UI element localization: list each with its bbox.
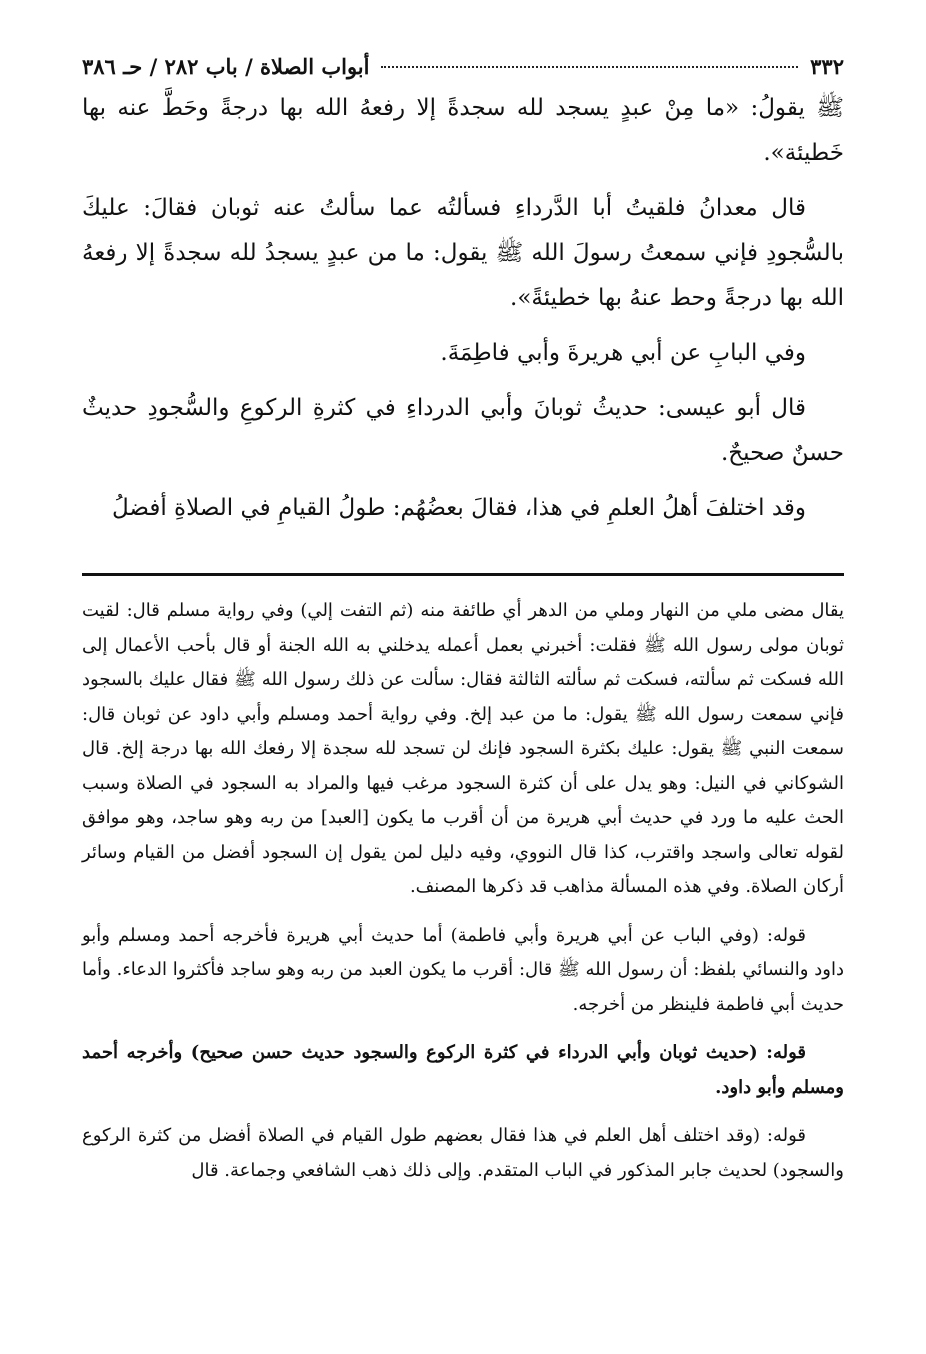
- running-header: [82, 52, 844, 86]
- commentary: [82, 594, 844, 1188]
- header-dotted-leader: [381, 66, 798, 68]
- commentary-paragraph: قوله: (وقد اختلف أهل العلم في هذا فقال بعضهم طول القيام في الصلاة أفضل من كثرة الركوع والسجود) لحديث جابر المذكور في الباب المتقدم. وإلى ذلك ذهب الشافعي وجماعة. قال: [82, 1125, 844, 1181]
- commentary-paragraph: قوله: (حديث ثوبان وأبي الدرداء في كثرة الركوع والسجود حديث حسن صحيح) وأخرجه أحمد ومسلم وأبو داود.: [82, 1042, 844, 1098]
- header-title: أبواب الصلاة / باب ٢٨٢ / حـ ٣٨٦: [82, 54, 370, 79]
- main-text: [82, 86, 844, 531]
- footnote-separator: [82, 573, 844, 576]
- page-number: ٣٣٢: [810, 54, 844, 79]
- main-paragraph: قال معدانُ فلقيتُ أبا الدَّرداءِ فسألتُه عما سألتُ عنه ثوبان فقالَ: عليكَ بالسُّجودِ فإني سمعتُ رسولَ الله ﷺ يقول: ما من عبدٍ يسجدُ لله سجدةً إلا رفعهُ الله بها درجةً وحط عنهُ بها خطيئةً».: [82, 195, 844, 311]
- main-paragraph: وقد اختلفَ أهلُ العلمِ في هذا، فقالَ بعضُهُم: طولُ القيامِ في الصلاةِ أفضلُ: [111, 495, 806, 521]
- main-paragraph: وفي البابِ عن أبي هريرةَ وأبي فاطِمَةَ.: [440, 340, 806, 366]
- main-paragraph: ﷺ يقولُ: «ما مِنْ عبدٍ يسجد لله سجدةً إلا رفعهُ الله بها درجةً وحَطَّ عنه بها خَطيئة».: [82, 95, 844, 166]
- book-page: [82, 52, 844, 1202]
- main-paragraph: قال أبو عيسى: حديثُ ثوبانَ وأبي الدرداءِ في كثرةِ الركوعِ والسُّجودِ حديثٌ حسنٌ صحيحٌ.: [82, 395, 844, 466]
- commentary-paragraph: يقال مضى ملي من النهار وملي من الدهر أي طائفة منه (ثم التفت إلي) وفي رواية مسلم قال: لقيت ثوبان مولى رسول الله ﷺ فقلت: أخبرني بعمل أعمله يدخلني به الله الجنة أو قال بأحب الأعمال إلى الله فسكت ثم سألته، فسكت ثم سألته الثالثة فقال: سألت عن ذلك رسول الله ﷺ فقال عليك بالسجود فإني سمعت رسول الله ﷺ يقول: ما من عبد إلخ. وفي رواية أحمد ومسلم وأبي داود عن ثوبان قال: سمعت النبي ﷺ يقول: عليك بكثرة السجود فإنك لن تسجد لله سجدة إلا رفعك الله بها درجة إلخ. قال الشوكاني في النيل: وهو يدل على أن كثرة السجود مرغب فيها والمراد به السجود في الصلاة وسبب الحث عليه ما ورد في حديث أبي هريرة من أن أقرب ما يكون [العبد] من ربه وهو ساجد، وهو موافق لقوله تعالى واسجد واقترب، كذا قال النووي، وفيه دليل لمن يقول إن السجود أفضل من القيام وسائر أركان الصلاة. وفي هذه المسألة مذاهب قد ذكرها المصنف.: [82, 600, 844, 897]
- commentary-paragraph: قوله: (وفي الباب عن أبي هريرة وأبي فاطمة) أما حديث أبي هريرة فأخرجه أحمد ومسلم وأبو داود والنسائي بلفظ: أن رسول الله ﷺ قال: أقرب ما يكون العبد من ربه وهو ساجد فأكثروا الدعاء. وأما حديث أبي فاطمة فلينظر من أخرجه.: [82, 924, 844, 1015]
